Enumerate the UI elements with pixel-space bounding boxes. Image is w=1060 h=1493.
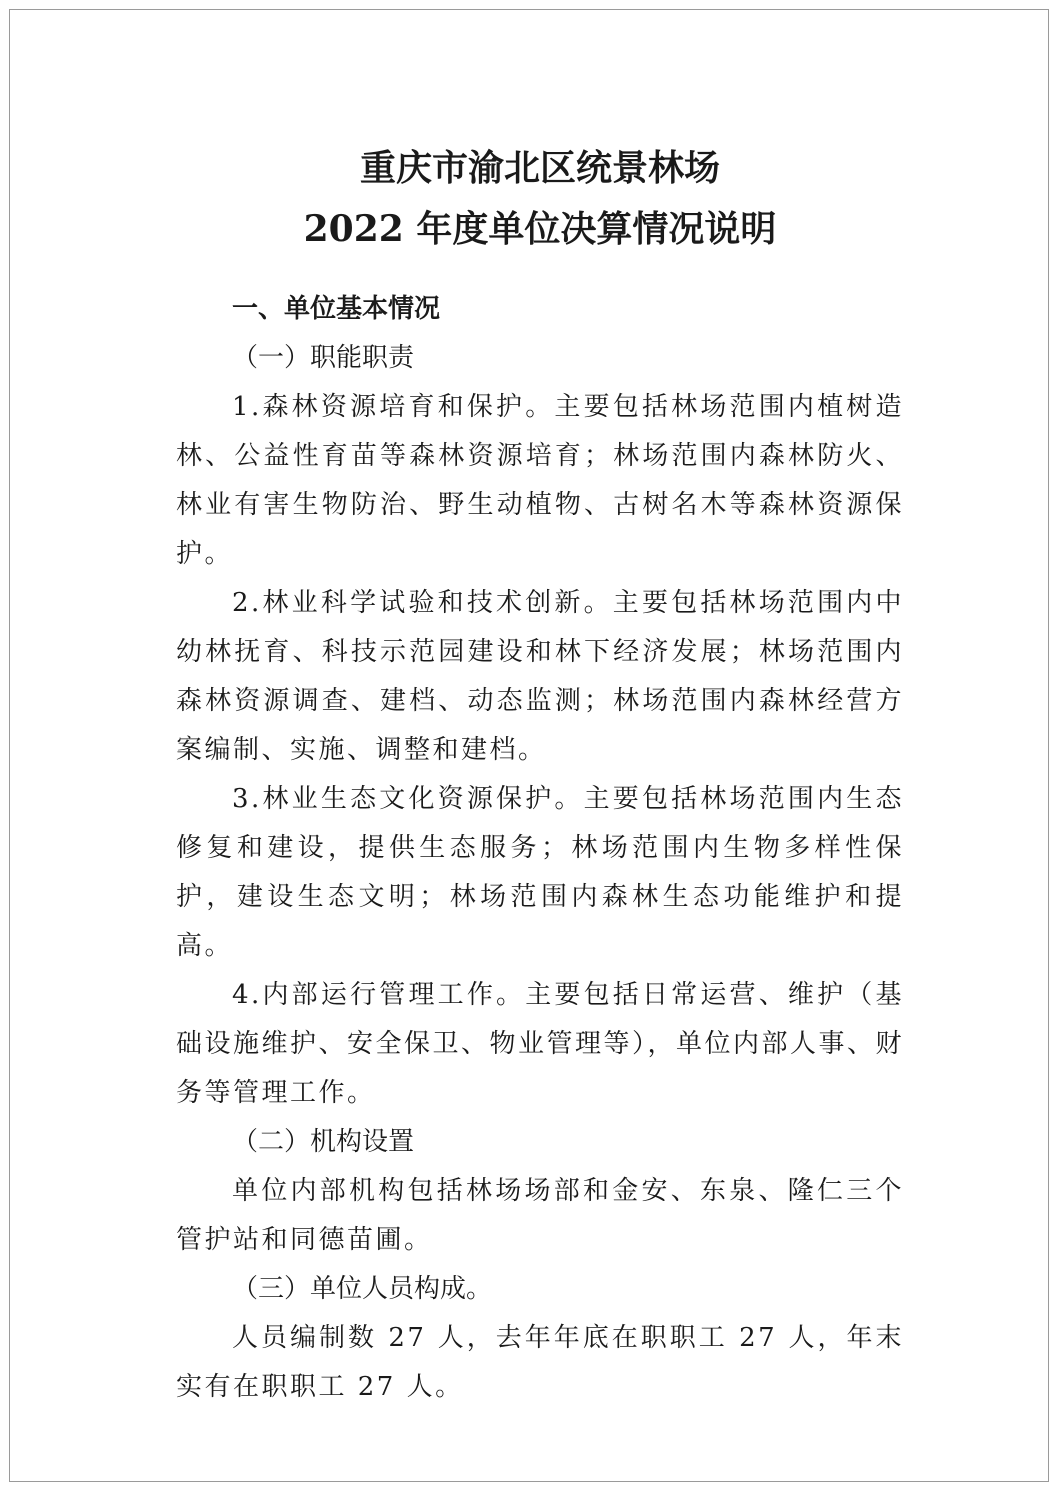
paragraph-duty-3: 3.林业生态文化资源保护。主要包括林场范围内生态修复和建设，提供生态服务；林场范围内生物多样性保护，建设生态文明；林场范围内森林生态功能维护和提高。 — [176, 784, 904, 961]
document-title-line2: 2022 年度单位决算情况说明 — [303, 208, 777, 250]
paragraph-duty-1: 1.森林资源培育和保护。主要包括林场范围内植树造林、公益性育苗等森林资源培育；林场范围内森林防火、林业有害生物防治、野生动植物、古树名木等森林资源保护。 — [176, 392, 904, 569]
document-body — [176, 138, 904, 1412]
paragraph-organization: 单位内部机构包括林场场部和金安、东泉、隆仁三个管护站和同德苗圃。 — [176, 1176, 904, 1255]
paragraph-duty-4: 4.内部运行管理工作。主要包括日常运营、维护（基础设施维护、安全保卫、物业管理等），单位内部人事、财务等管理工作。 — [176, 980, 905, 1108]
subheading-organization: （二）机构设置 — [232, 1127, 415, 1157]
paragraph-staff: 人员编制数 27 人，去年年底在职职工 27 人，年末实有在职职工 27 人。 — [176, 1323, 904, 1402]
paragraph-duty-2: 2.林业科学试验和技术创新。主要包括林场范围内中幼林抚育、科技示范园建设和林下经济发展；林场范围内森林资源调查、建档、动态监测；林场范围内森林经营方案编制、实施、调整和建档。 — [176, 588, 904, 765]
section-heading-basic-info: 一、单位基本情况 — [232, 294, 441, 324]
title-spacer — [176, 260, 904, 285]
subheading-duties: （一）职能职责 — [232, 343, 415, 373]
document-page — [9, 9, 1049, 1482]
document-title-line1: 重庆市渝北区统景林场 — [359, 147, 720, 189]
subheading-staff: （三）单位人员构成。 — [232, 1274, 493, 1304]
